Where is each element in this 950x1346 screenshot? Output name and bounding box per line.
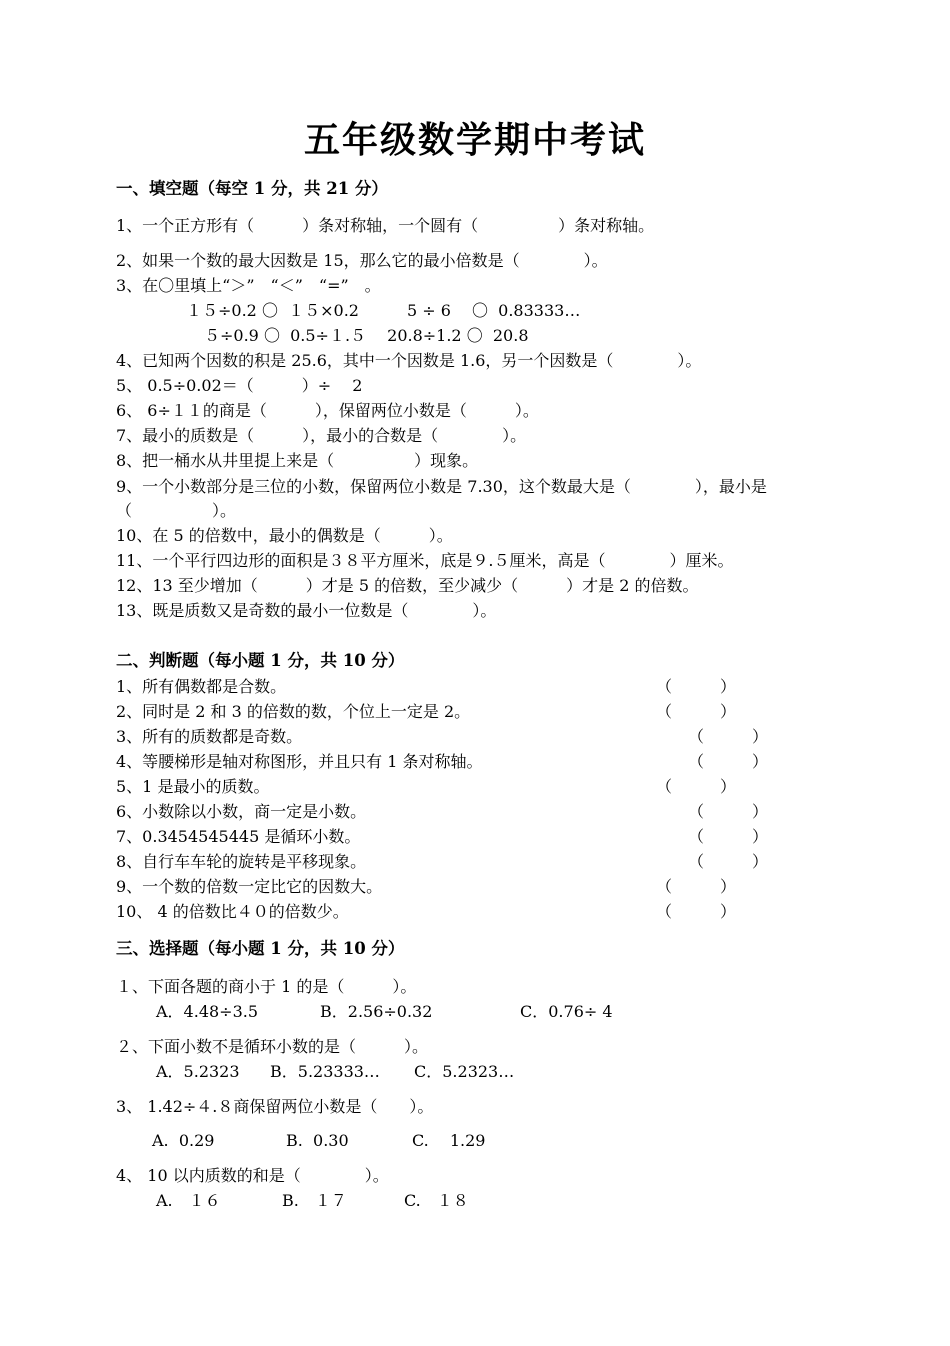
answer-parentheses: （ ）	[688, 802, 769, 821]
question-line: 5、 0.5÷0.02＝（ ）÷ 2	[116, 376, 363, 395]
question-line: 6、 6÷１１的商是（ ），保留两位小数是（ ）。	[116, 401, 539, 420]
answer-parentheses: （ ）	[656, 677, 737, 696]
answer-parentheses: （ ）	[688, 852, 769, 871]
choice-question: ２、下面小数不是循环小数的是（ ）。	[116, 1037, 429, 1056]
choice-question: １、下面各题的商小于 1 的是（ ）。	[116, 977, 417, 996]
choice-option-c: C. 1.29	[412, 1131, 486, 1150]
question-line: 3、在〇里填上“＞” “＜” “=” 。	[116, 276, 381, 295]
choice-option-b: B. 0.30	[286, 1131, 349, 1150]
judgement-item-text: 4、等腰梯形是轴对称图形，并且只有 1 条对称轴。	[116, 752, 483, 771]
choice-option-c: C. １８	[404, 1191, 469, 1210]
choice-option-b: B．5.23333…	[270, 1062, 380, 1081]
question-line: （ ）。	[116, 501, 237, 520]
choice-option-c: C．5.2323…	[414, 1062, 515, 1081]
question-line: 13、既是质数又是奇数的最小一位数是（ ）。	[116, 601, 497, 620]
question-line: 12、13 至少增加（ ）才是 5 的倍数，至少减少（ ）才是 2 的倍数。	[116, 576, 699, 595]
section-heading-true-false: 二、判断题（每小题 1 分，共 10 分）	[116, 651, 405, 670]
choice-option-a: A．5.2323	[156, 1062, 240, 1081]
question-line: 1、一个正方形有（ ）条对称轴，一个圆有（ ）条对称轴。	[116, 216, 655, 235]
question-line: ５÷0.9 〇 0.5÷１.５ 20.8÷1.2 〇 20.8	[204, 326, 529, 345]
section-heading-fill-blank: 一、填空题（每空 1 分，共 21 分）	[116, 179, 388, 198]
answer-parentheses: （ ）	[688, 752, 769, 771]
answer-parentheses: （ ）	[656, 777, 737, 796]
judgement-item-text: 10、 4 的倍数比４０的倍数少。	[116, 902, 349, 921]
question-line: 4、已知两个因数的积是 25.6，其中一个因数是 1.6，另一个因数是（ ）。	[116, 351, 702, 370]
judgement-item-text: 8、自行车车轮的旋转是平移现象。	[116, 852, 367, 871]
judgement-item-text: 3、所有的质数都是奇数。	[116, 727, 303, 746]
question-line: 10、在 5 的倍数中，最小的偶数是（ ）。	[116, 526, 453, 545]
judgement-item-text: 6、小数除以小数，商一定是小数。	[116, 802, 367, 821]
answer-parentheses: （ ）	[656, 902, 737, 921]
question-line: 7、最小的质数是（ ），最小的合数是（ ）。	[116, 426, 527, 445]
judgement-item-text: 7、0.3454545445 是循环小数。	[116, 827, 361, 846]
judgement-item-text: 2、同时是 2 和 3 的倍数的数，个位上一定是 2。	[116, 702, 471, 721]
choice-option-a: A. 0.29	[152, 1131, 215, 1150]
choice-question: 4、 10 以内质数的和是（ ）。	[116, 1166, 389, 1185]
answer-parentheses: （ ）	[656, 702, 737, 721]
choice-option-c: C．0.76÷ 4	[520, 1002, 613, 1021]
section-heading-multiple-choice: 三、选择题（每小题 1 分，共 10 分）	[116, 939, 405, 958]
answer-parentheses: （ ）	[688, 827, 769, 846]
question-line: 9、一个小数部分是三位的小数，保留两位小数是 7.30，这个数最大是（ ），最小是	[116, 477, 767, 496]
choice-option-b: B. １７	[282, 1191, 347, 1210]
question-line: 11、一个平行四边形的面积是３８平方厘米，底是９.５厘米，高是（ ）厘米。	[116, 551, 734, 570]
answer-parentheses: （ ）	[688, 727, 769, 746]
answer-parentheses: （ ）	[656, 877, 737, 896]
question-line: 8、把一桶水从井里提上来是（ ）现象。	[116, 451, 479, 470]
question-line: 2、如果一个数的最大因数是 15，那么它的最小倍数是（ ）。	[116, 251, 608, 270]
choice-question: 3、 1.42÷４.８商保留两位小数是（ ）。	[116, 1097, 434, 1116]
judgement-item-text: 1、所有偶数都是合数。	[116, 677, 287, 696]
choice-option-b: B．2.56÷0.32	[320, 1002, 433, 1021]
page-title: 五年级数学期中考试	[303, 119, 646, 161]
question-line: １５÷0.2 〇 １５×0.2 5 ÷ 6 〇 0.83333…	[186, 301, 581, 320]
choice-option-a: A．4.48÷3.5	[156, 1002, 259, 1021]
judgement-item-text: 9、一个数的倍数一定比它的因数大。	[116, 877, 383, 896]
choice-option-a: A. １６	[156, 1191, 221, 1210]
judgement-item-text: 5、1 是最小的质数。	[116, 777, 270, 796]
